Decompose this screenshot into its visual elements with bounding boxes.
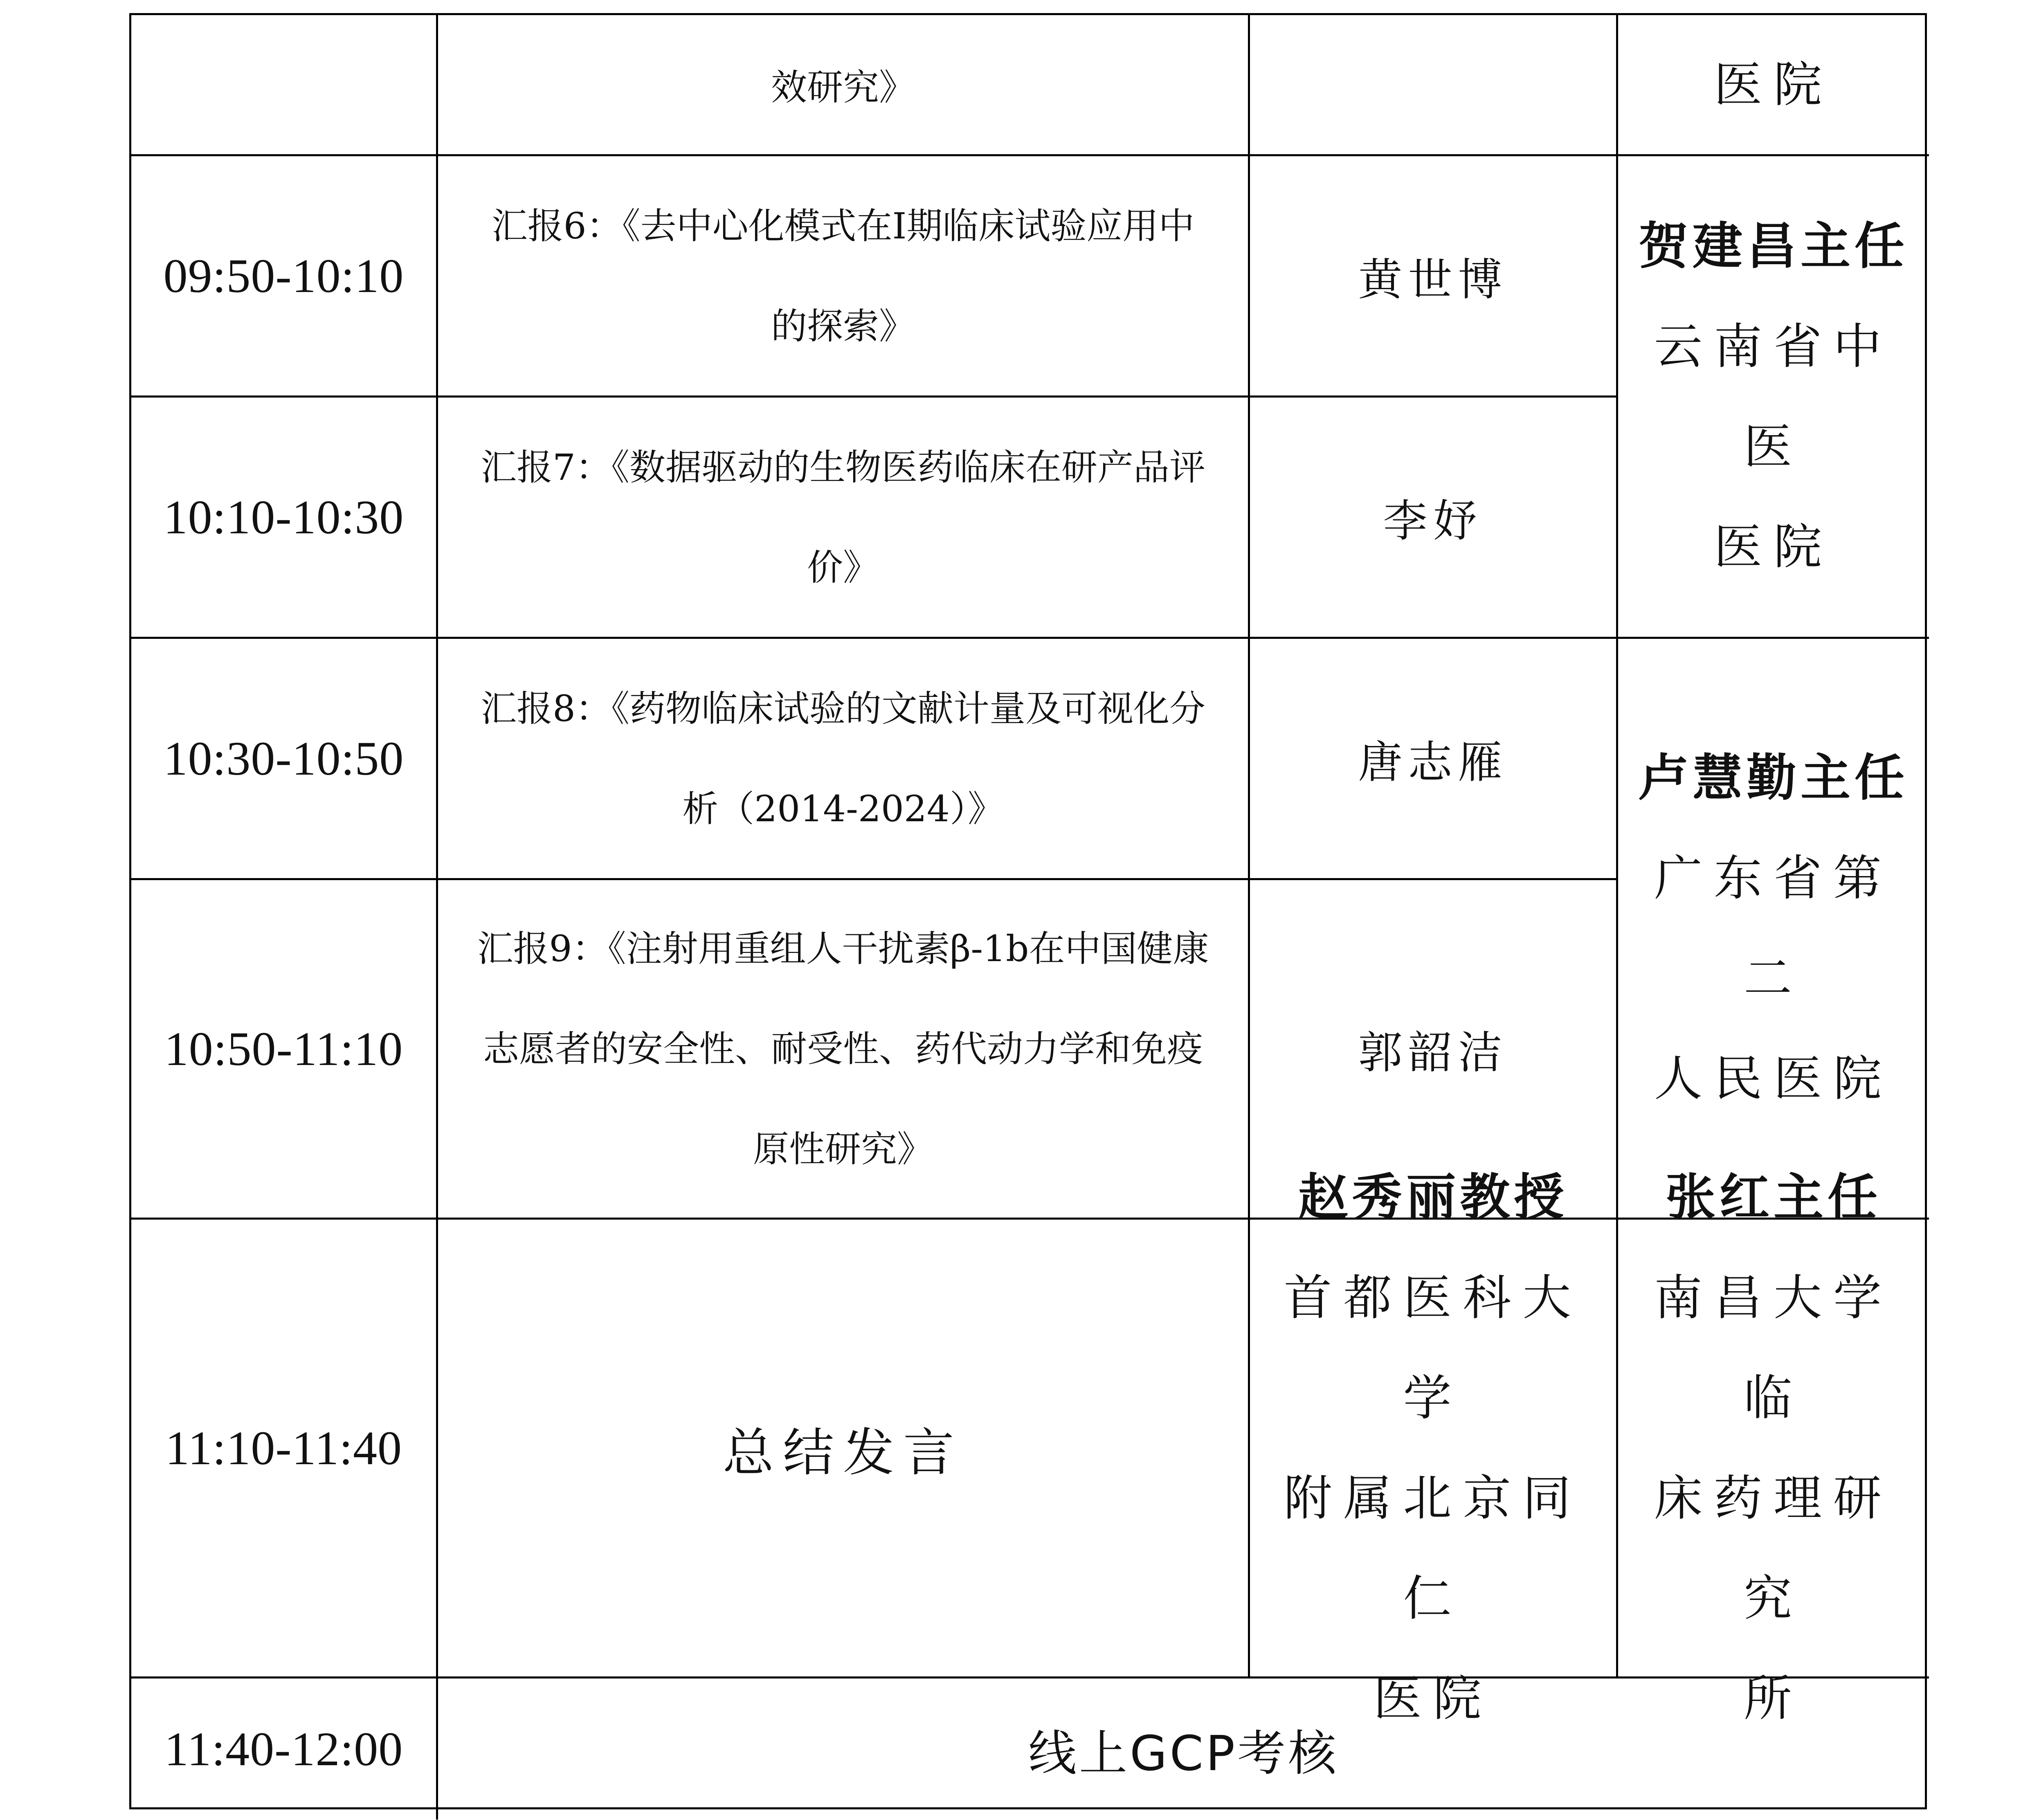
topic-line: 汇报7：《数据驱动的生物医药临床在研产品评 <box>481 446 1205 488</box>
time-cell <box>131 15 438 156</box>
chair-org-line: 所 <box>1743 1670 1803 1727</box>
topic-line: 汇报6：《去中心化模式在I期临床试验应用中 <box>491 204 1195 247</box>
speaker-cell <box>1250 1168 1618 1727</box>
speaker-cell <box>1250 15 1618 156</box>
time-text: 09:50-10:10 <box>163 249 404 303</box>
time-cell <box>131 1678 438 1820</box>
time-cell <box>131 156 438 398</box>
topic-line: 汇报9：《注射用重组人干扰素β-1b在中国健康 <box>477 928 1209 970</box>
time-text: 11:10-11:40 <box>165 1421 402 1475</box>
chair-org-line: 广东省第二 <box>1654 849 1893 1007</box>
chair-name: 张红主任 <box>1666 1168 1882 1227</box>
chair-org-line: 南昌大学临 <box>1654 1269 1893 1426</box>
time-text: 10:50-11:10 <box>164 1022 403 1076</box>
topic-line: 效研究》 <box>771 66 915 108</box>
time-text: 11:40-12:00 <box>164 1722 403 1776</box>
speaker-name: 赵秀丽教授 <box>1298 1168 1568 1227</box>
speaker-org-line: 附属北京同仁 <box>1284 1469 1583 1627</box>
summary-speech-text: 总结发言 <box>723 1423 963 1483</box>
topic-cell <box>438 880 1250 1220</box>
chair-org-line: 医院 <box>1713 56 1833 113</box>
topic-line: 汇报8：《药物临床试验的文献计量及可视化分 <box>481 687 1205 730</box>
time-cell <box>131 639 438 880</box>
speaker-name: 李妤 <box>1383 496 1483 547</box>
topic-cell <box>438 1220 1250 1678</box>
topic-cell <box>438 15 1250 156</box>
topic-cell <box>438 639 1250 880</box>
time-cell <box>131 880 438 1220</box>
topic-line: 析（2014-2024）》 <box>682 787 1004 830</box>
chair-org-line: 床药理研究 <box>1654 1469 1893 1627</box>
speaker-cell <box>1250 398 1618 639</box>
speaker-cell <box>1250 156 1618 398</box>
speaker-org-line: 医院 <box>1373 1670 1493 1727</box>
topic-cell <box>438 1678 1929 1820</box>
speaker-name: 黄世博 <box>1358 254 1508 306</box>
time-text: 10:10-10:30 <box>163 490 404 544</box>
time-text: 10:30-10:50 <box>163 731 404 785</box>
gcp-exam-text: 线上GCP考核 <box>1028 1725 1339 1782</box>
topic-cell <box>438 398 1250 639</box>
chair-name: 贺建昌主任 <box>1639 217 1909 275</box>
chair-cell <box>1618 15 1929 156</box>
topic-line: 志愿者的安全性、耐受性、药代动力学和免疫 <box>483 1028 1203 1070</box>
time-cell <box>131 1220 438 1678</box>
chair-cell <box>1618 156 1929 639</box>
chair-cell <box>1618 639 1929 1220</box>
chair-org-line: 人民医院 <box>1654 1050 1893 1107</box>
speaker-name: 郭韶洁 <box>1358 1027 1508 1079</box>
topic-line: 价》 <box>807 546 879 589</box>
chair-org-line: 云南省中医 <box>1654 318 1893 475</box>
topic-cell <box>438 156 1250 398</box>
chair-name: 卢慧勤主任 <box>1639 748 1909 807</box>
agenda-table <box>129 13 1927 1809</box>
topic-line: 原性研究》 <box>753 1128 933 1170</box>
time-cell <box>131 398 438 639</box>
speaker-org-line: 首都医科大学 <box>1284 1269 1583 1426</box>
topic-line: 的探索》 <box>771 305 915 347</box>
speaker-name: 唐志雁 <box>1358 737 1508 788</box>
chair-cell <box>1618 1168 1929 1727</box>
chair-org-line: 医院 <box>1713 518 1833 575</box>
speaker-cell <box>1250 639 1618 880</box>
